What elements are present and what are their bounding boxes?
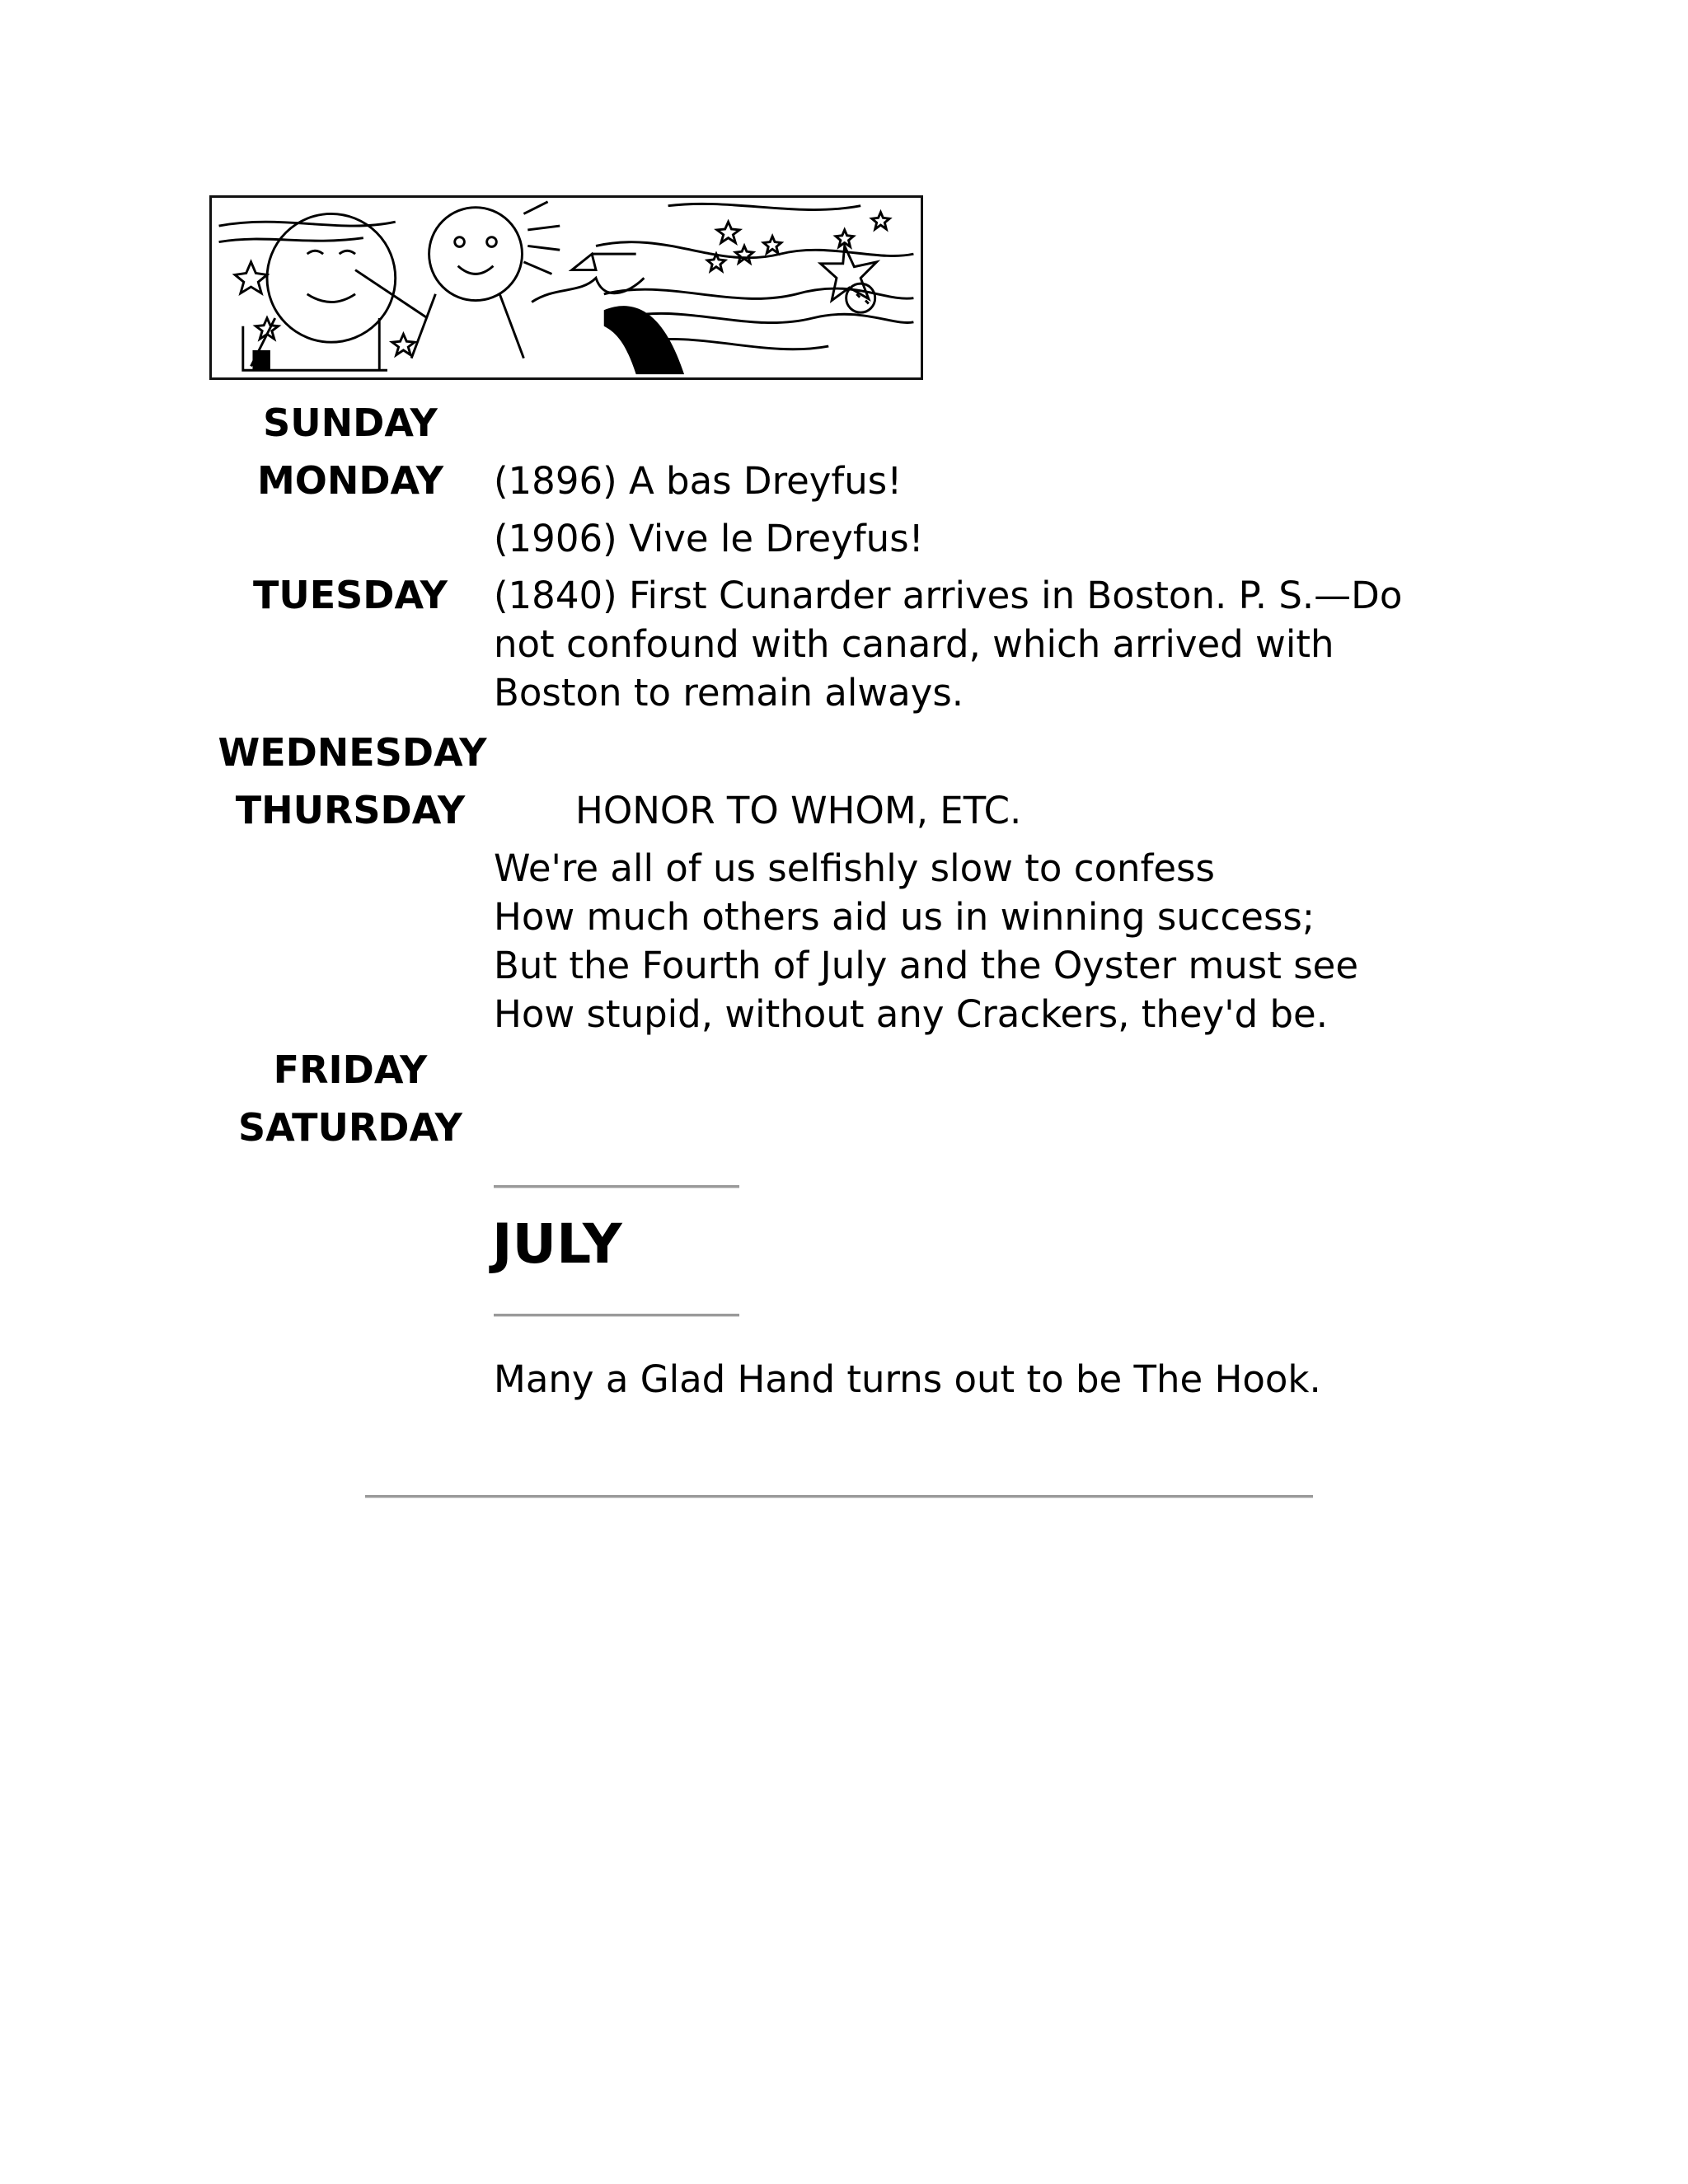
day-label-thursday: THURSDAY — [235, 788, 466, 832]
divider — [494, 1185, 739, 1188]
day-label-tuesday: TUESDAY — [253, 573, 448, 617]
page-end-divider — [365, 1495, 1313, 1498]
poem-line: How much others aid us in winning success; — [494, 895, 1315, 939]
divider — [494, 1314, 739, 1317]
monday-entry-2: (1906) Vive le Dreyfus! — [494, 517, 924, 560]
poem-line: How stupid, without any Crackers, they'd be. — [494, 992, 1329, 1036]
month-heading: JULY — [492, 1212, 622, 1276]
poem-line: But the Fourth of July and the Oyster must see — [494, 944, 1359, 987]
tuesday-entry-line: (1840) First Cunarder arrives in Boston. P. S.—Do — [494, 574, 1403, 617]
tuesday-entry-line: not confound with canard, which arrived with — [494, 622, 1334, 666]
header-illustration — [209, 195, 923, 380]
poem-line: We're all of us selfishly slow to confess — [494, 846, 1215, 890]
day-label-saturday: SATURDAY — [237, 1105, 462, 1150]
poem-title: HONOR TO WHOM, ETC. — [575, 789, 1022, 832]
day-label-wednesday: WEDNESDAY — [218, 730, 487, 775]
tuesday-entry-line: Boston to remain always. — [494, 671, 964, 715]
tuesday-entry — [494, 571, 1483, 717]
poem-body — [494, 844, 1483, 1038]
day-label-sunday: SUNDAY — [263, 401, 438, 445]
moon-and-sun-drawing — [212, 198, 921, 377]
monday-entry-1: (1896) A bas Dreyfus! — [494, 459, 903, 503]
day-label-monday: MONDAY — [256, 458, 444, 503]
day-label-friday: FRIDAY — [273, 1047, 428, 1092]
month-motto: Many a Glad Hand turns out to be The Hook. — [494, 1357, 1321, 1401]
